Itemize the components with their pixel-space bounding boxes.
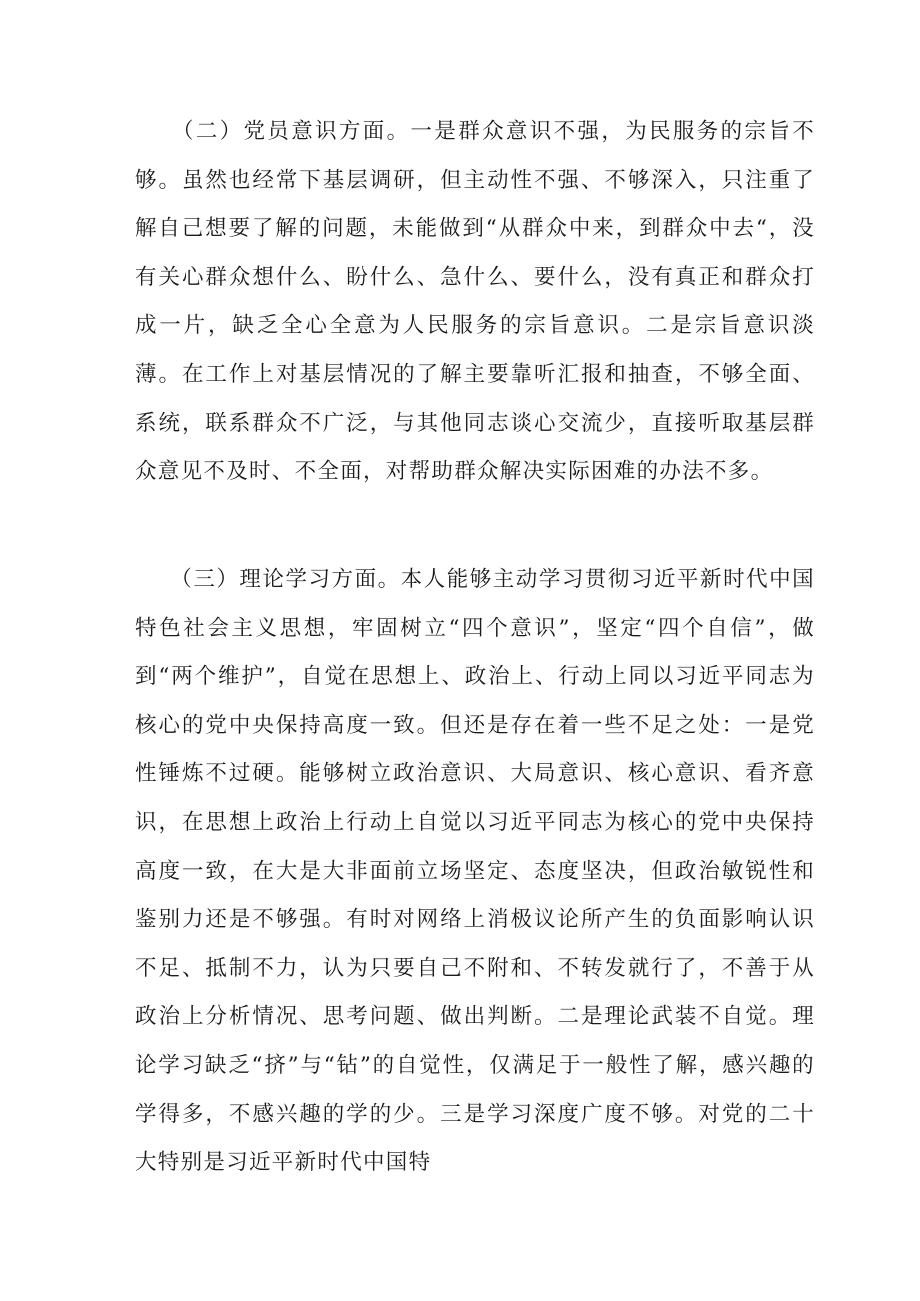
paragraph-theory-study: （三）理论学习方面。本人能够主动学习贯彻习近平新时代中国特色社会主义思想，牢固树立“四个意识”，坚定“四个自信”，做到“两个维护”，自觉在思想上、政治上、行动上同以习近平同志为核心的党中央保持高度一致。但还是存在着一些不足之处：一是党性锤炼不过硬。能够树立政治意识、大局意识、核心意识、看齐意识，在思想上政治上行动上自觉以习近平同志为核心的党中央保持高度一致，在大是大非面前立场坚定、态度坚决，但政治敏锐性和鉴别力还是不够强。有时对网络上消极议论所产生的负面影响认识不足、抵制不力，认为只要自己不附和、不转发就行了，不善于从政治上分析情况、思考问题、做出判断。二是理论武装不自觉。理论学习缺乏“挤”与“钻”的自觉性，仅满足于一般性了解，感兴趣的学得多，不感兴趣的学的少。三是学习深度广度不够。对党的二十大特别是习近平新时代中国特 xyxy=(135,567,815,1176)
paragraph-party-awareness: （二）党员意识方面。一是群众意识不强，为民服务的宗旨不够。虽然也经常下基层调研，但主动性不强、不够深入，只注重了解自己想要了解的问题，未能做到“从群众中来，到群众中去“，没有关心群众想什么、盼什么、急什么、要什么，没有真正和群众打成一片，缺乏全心全意为人民服务的宗旨意识。二是宗旨意识淡薄。在工作上对基层情况的了解主要靠听汇报和抽查，不够全面、系统，联系群众不广泛，与其他同志谈心交流少，直接听取基层群众意见不及时、不全面，对帮助群众解决实际困难的办法不多。 xyxy=(135,119,815,485)
